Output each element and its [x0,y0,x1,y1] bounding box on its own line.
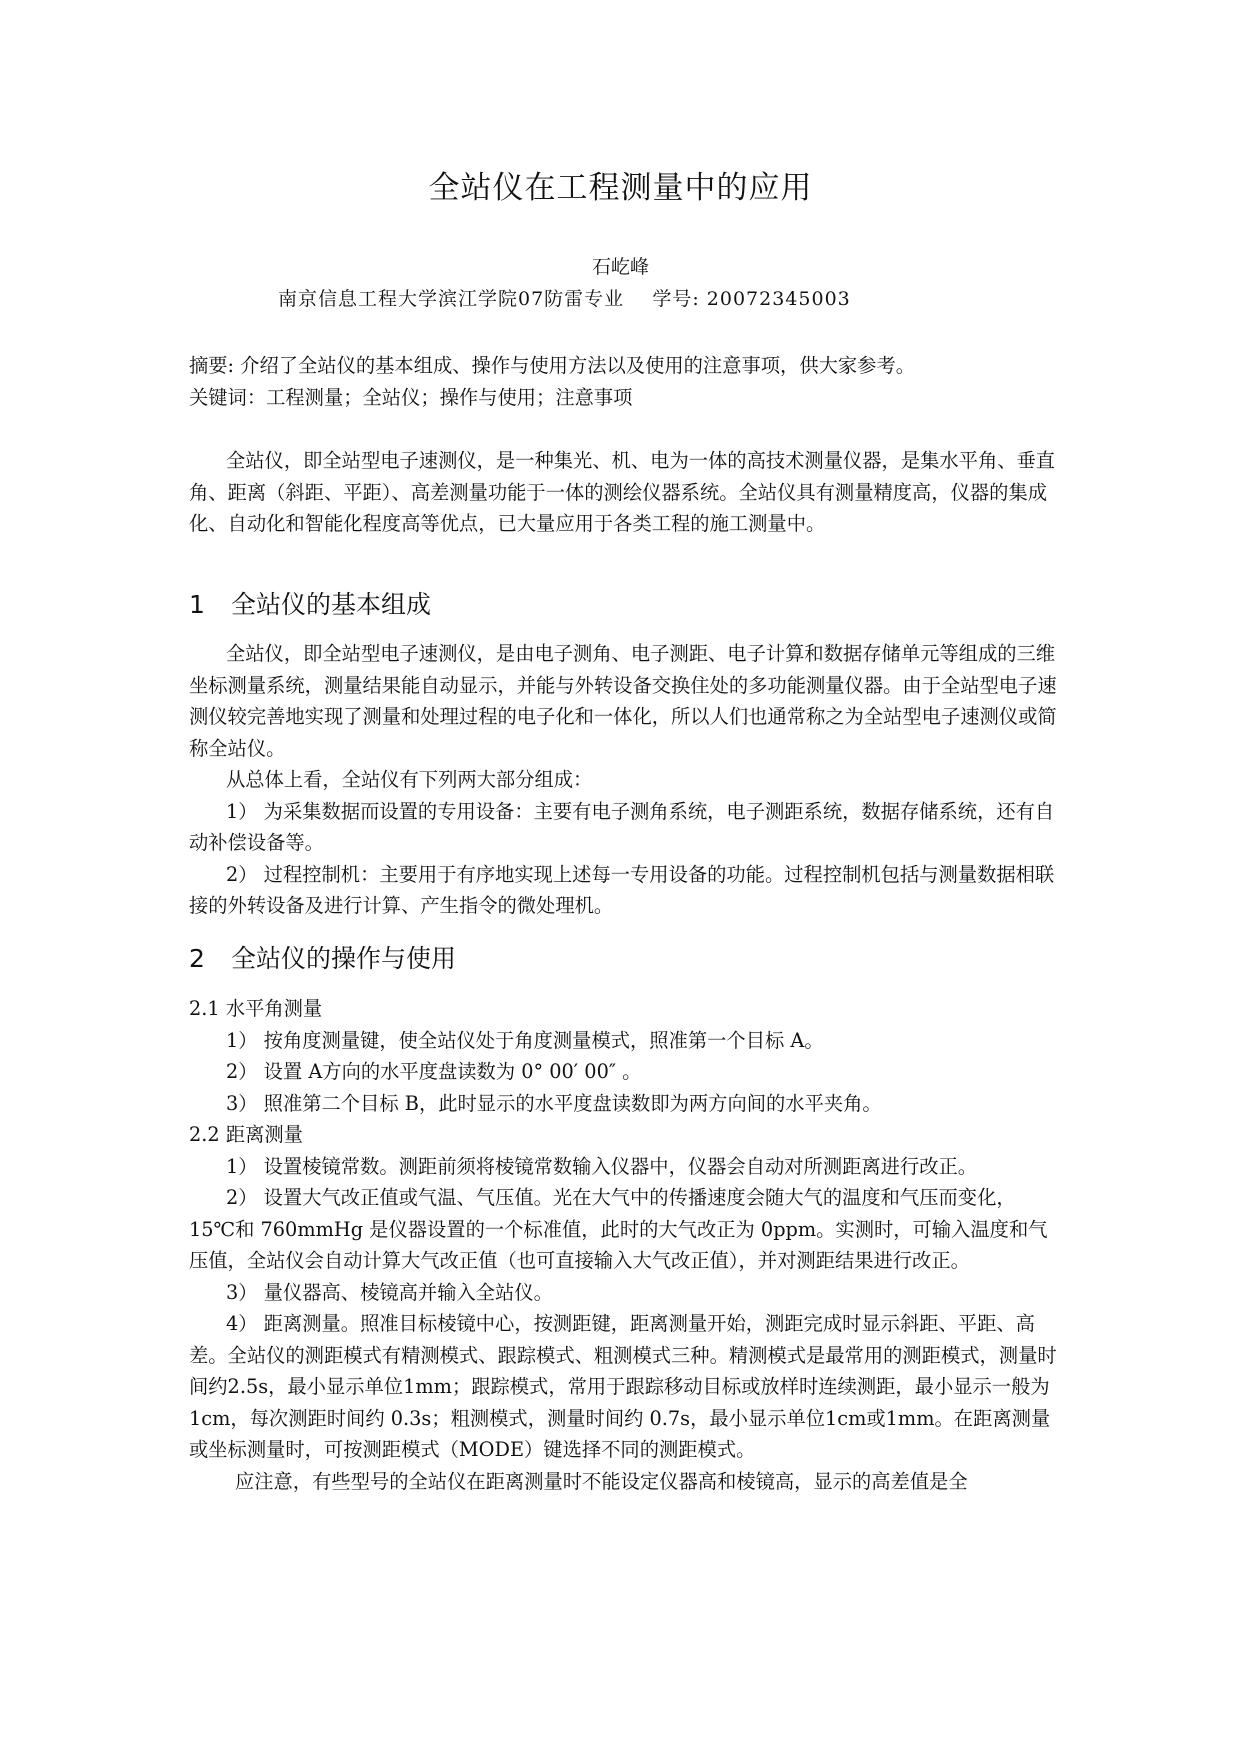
section-1-number: 1 [189,590,205,619]
abstract-text: 摘要: 介绍了全站仪的基本组成、操作与使用方法以及使用的注意事项，供大家参考。 [189,354,916,377]
document-title: 全站仪在工程测量中的应用 [428,170,813,206]
author-name: 石屹峰 [591,256,649,278]
section-2-title: 全站仪的操作与使用 [231,944,457,973]
keywords-text: 关键词：工程测量；全站仪；操作与使用；注意事项 [189,385,633,409]
list-item: 3） 量仪器高、棱镜高并输入全站仪。 [226,1280,553,1304]
section-1-heading [189,588,431,622]
intro-paragraph: 全站仪，即全站型电子速测仪，是一种集光、机、电为一体的高技术测量仪器，是集水平角、垂直角、距离（斜距、平距）、高差测量功能于一体的测绘仪器系统。全站仪具有测量精度高，仪器的集成化、自动化和智能化程度高等优点，已大量应用于各类工程的施工测量中。 [189,449,1056,535]
paragraph: 全站仪，即全站型电子速测仪，是由电子测角、电子测距、电子计算和数据存储单元等组成的三维坐标测量系统，测量结果能自动显示，并能与外转设备交换住处的多功能测量仪器。由于全站型电子速测仪较完善地实现了测量和处理过程的电子化和一体化，所以人们也通常称之为全站型电子速测仪或简称全站仪。 [189,642,1057,760]
section-2-body [189,993,1057,1497]
subsection-title: 2.1 水平角测量 [189,997,323,1020]
list-item: 1） 为采集数据而设置的专用设备：主要有电子测角系统，电子测距系统，数据存储系统，还有自动补偿设备等。 [189,799,1055,854]
note-paragraph: 应注意，有些型号的全站仪在距离测量时不能设定仪器高和棱镜高，显示的高差值是全 [235,1469,968,1493]
section-1-body [189,638,1057,922]
abstract-block [189,350,1057,413]
list-item: 2） 设置 A方向的水平度盘读数为 0° 00′ 00″ 。 [226,1060,642,1083]
section-1-title: 全站仪的基本组成 [231,590,432,619]
section-2-heading [189,942,456,976]
subsection-title: 2.2 距离测量 [189,1123,303,1146]
list-item: 2） 过程控制机：主要用于有序地实现上述每一专用设备的功能。过程控制机包括与测量数据相联接的外转设备及进行计算、产生指令的微处理机。 [189,862,1055,917]
paragraph: 从总体上看，全站仪有下列两大部分组成： [226,768,593,791]
section-2-number: 2 [189,944,205,973]
list-item: 2） 设置大气改正值或气温、气压值。光在大气中的传播速度会随大气的温度和气压而变化，15℃和 760mmHg 是仪器设置的一个标准值，此时的大气改正为 0ppm。实测时，可输入温度和气压值，全站仪会自动计算大气改正值（也可直接输入大气改正值），并对测距结果进行改正。 [189,1186,1048,1272]
list-item: 3） 照准第二个目标 B，此时显示的水平度盘读数即为两方向间的水平夹角。 [226,1091,882,1115]
intro-block [189,445,1057,540]
author-affiliation: 南京信息工程大学滨江学院07防雷专业 学号: 20072345003 [278,288,851,310]
list-item: 1） 设置棱镜常数。测距前须将棱镜常数输入仪器中，仪器会自动对所测距离进行改正。 [226,1154,978,1178]
list-item: 4） 距离测量。照准目标棱镜中心，按测距键，距离测量开始，测距完成时显示斜距、平距、高差。全站仪的测距模式有精测模式、跟踪模式、粗测模式三种。精测模式是最常用的测距模式，测量时间约2.5s，最小显示单位1mm；跟踪模式，常用于跟踪移动目标或放样时连续测距，最小显示一般为 1cm，每次测距时间约 0.3s；粗测模式，测量时间约 0.7s，最小显示单位1cm或1mm。在距离测量或坐标测量时，可按测距模式（MODE）键选择不同的测距模式。 [189,1312,1057,1461]
list-item: 1） 按角度测量键，使全站仪处于角度测量模式，照准第一个目标 A。 [226,1028,824,1052]
